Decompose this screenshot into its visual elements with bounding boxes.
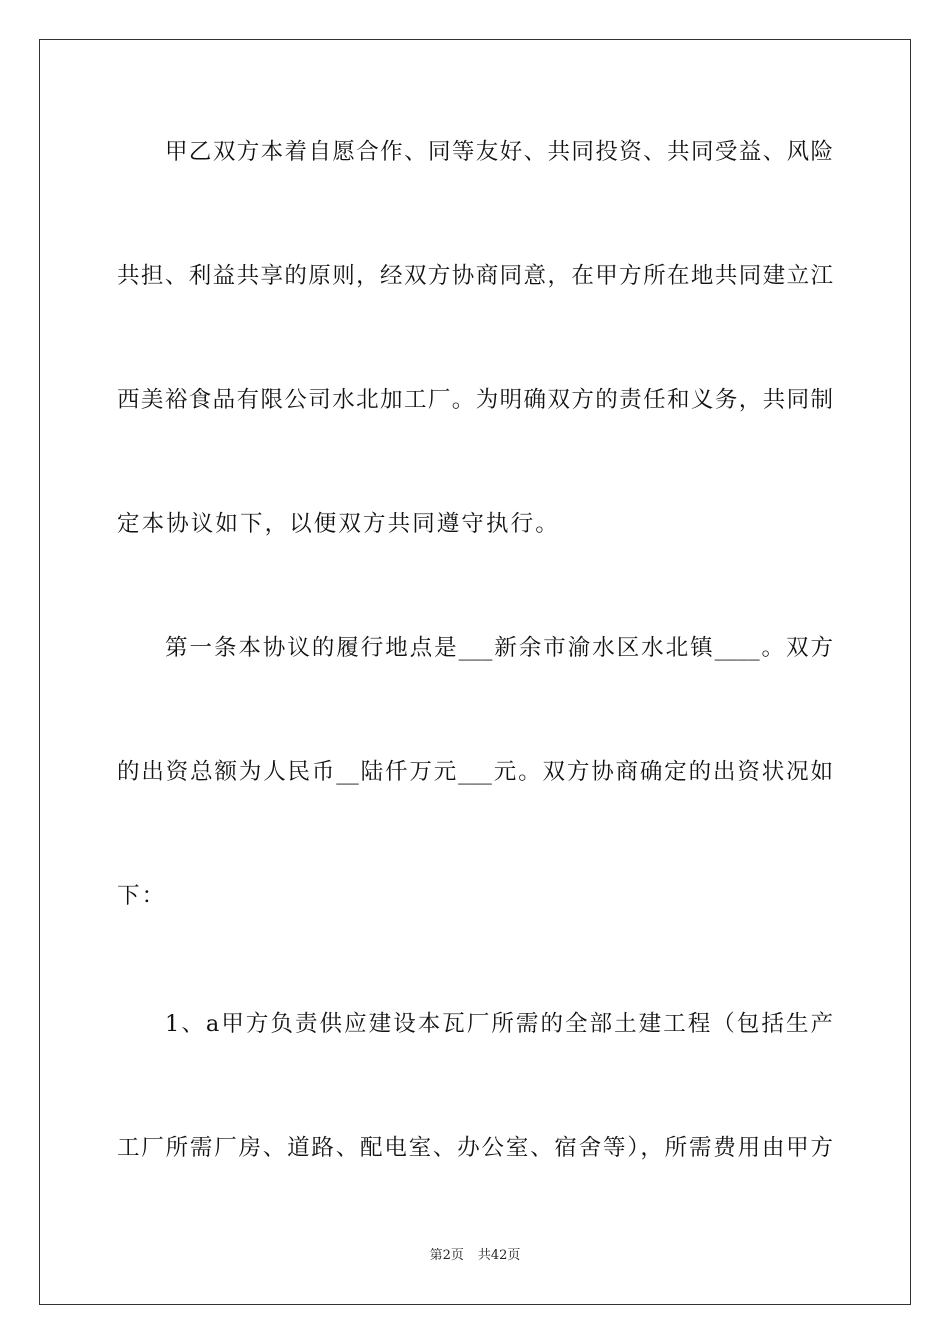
page-footer — [0, 1247, 950, 1265]
paragraph-1-line-3: 西美裕食品有限公司水北加工厂。为明确双方的责任和义务，共同制 — [117, 387, 833, 413]
paragraph-1-line-1: 甲乙双方本着自愿合作、同等友好、共同投资、共同受益、风险 — [165, 139, 833, 165]
paragraph-2-line-2: 的出资总额为人民币__陆仟万元___元。双方协商确定的出资状况如 — [117, 759, 833, 785]
paragraph-1-line-4: 定本协议如下，以便双方共同遵守执行。 — [117, 511, 560, 537]
paragraph-3-line-2: 工厂所需厂房、道路、配电室、办公室、宿舍等），所需费用由甲方 — [117, 1135, 833, 1161]
paragraph-2-line-3: 下： — [117, 883, 167, 909]
paragraph-1-line-2: 共担、利益共享的原则，经双方协商同意，在甲方所在地共同建立江 — [117, 263, 833, 289]
page-number: 第2页 — [429, 1248, 464, 1263]
paragraph-2-line-1: 第一条本协议的履行地点是___新余市渝水区水北镇____。双方 — [165, 635, 833, 661]
page-border — [39, 39, 911, 1305]
paragraph-3-line-1: 1、a甲方负责供应建设本瓦厂所需的全部土建工程（包括生产 — [165, 1011, 833, 1037]
total-pages: 共42页 — [477, 1248, 521, 1263]
